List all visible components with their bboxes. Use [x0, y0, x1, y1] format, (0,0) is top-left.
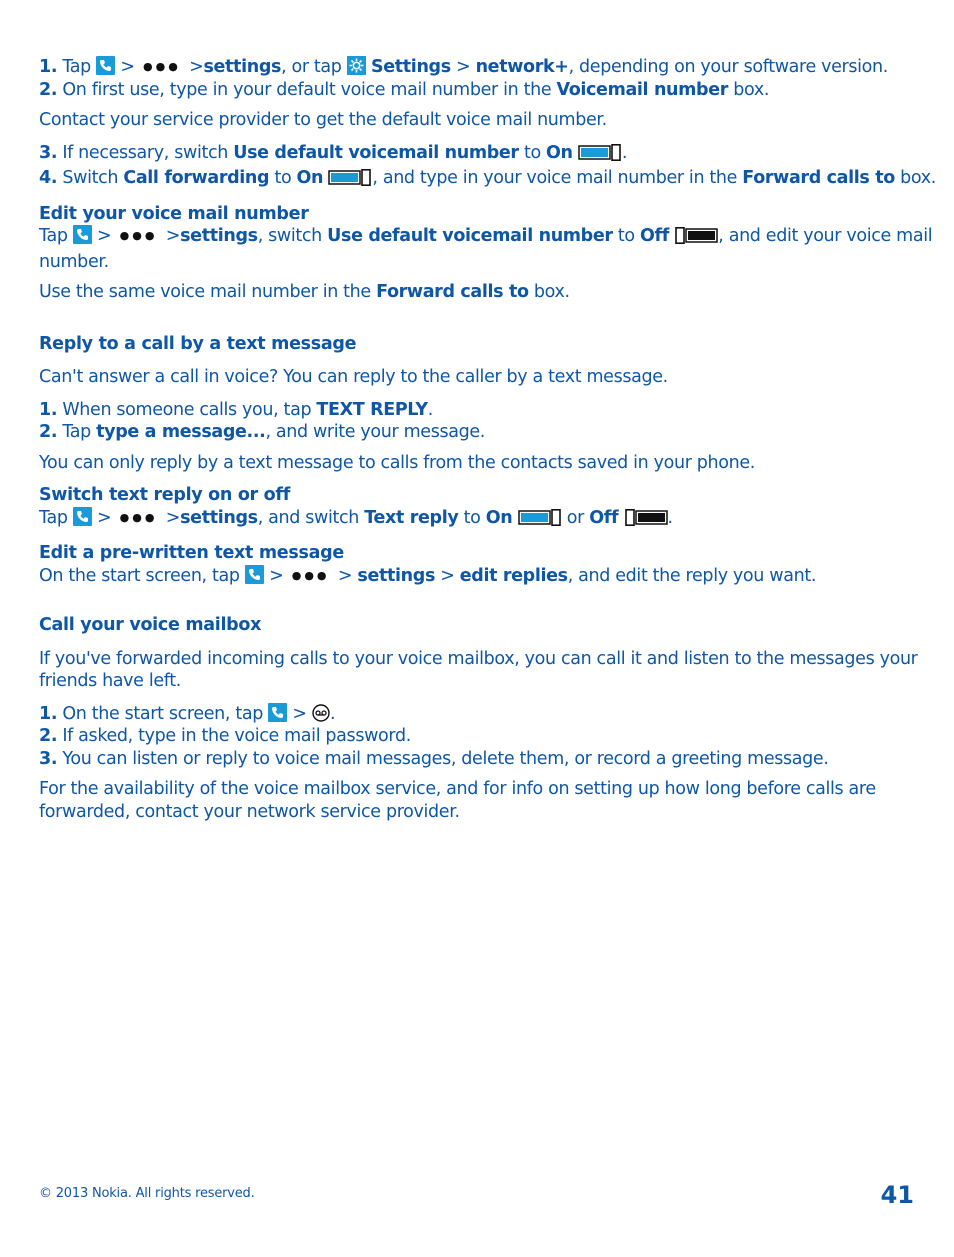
phone-icon[interactable] [268, 703, 287, 722]
reply-heading: Reply to a call by a text message [39, 333, 357, 354]
mailbox-heading: Call your voice mailbox [39, 615, 262, 635]
mailbox-step-1 [39, 703, 919, 726]
step-number: 2. [39, 726, 58, 746]
on-label: On [296, 168, 324, 188]
step-text: , and edit the reply you want. [567, 565, 817, 586]
step-text: . [329, 703, 336, 724]
step-text: , and switch [257, 507, 360, 528]
step-text: Tap [39, 507, 68, 528]
step-text: to [523, 142, 541, 163]
separator: > [292, 703, 307, 724]
off-label: Off [589, 507, 619, 528]
toggle-off-icon[interactable] [674, 227, 718, 251]
step-text: If necessary, switch [62, 142, 228, 163]
phone-icon[interactable] [96, 56, 115, 75]
mailbox-intro: If you've forwarded incoming calls to your voice mailbox, you can call it and listen to the messages your friends have left. [39, 648, 918, 691]
on-label: On [485, 507, 513, 528]
step-number: 3. [39, 748, 58, 769]
step-text: Use the same voice mail number in the [39, 282, 371, 302]
step-number: 1. [39, 399, 58, 420]
step-text: , depending on your software version. [568, 57, 888, 77]
network-link: network+ [475, 57, 569, 77]
separator: > [120, 57, 135, 77]
step-4 [39, 167, 936, 193]
switch-reply-line [39, 507, 919, 533]
step-text: . [667, 507, 673, 528]
copyright: © 2013 Nokia. All rights reserved. [39, 1186, 255, 1201]
step-text: Tap [39, 226, 68, 246]
phone-icon[interactable] [245, 565, 264, 584]
step-text: to [617, 226, 635, 246]
forward-calls-to-label: Forward calls to [376, 282, 529, 302]
step-number: 3. [39, 142, 58, 163]
same-number-paragraph [39, 281, 919, 304]
settings-link: settings [180, 507, 258, 528]
step-number: 1. [39, 57, 58, 77]
step-text: . [427, 399, 433, 420]
step-text: , or tap [281, 57, 342, 77]
edit-voicemail-line-2: number. [39, 251, 109, 272]
step-text: to [463, 507, 481, 528]
step-text: box. [900, 168, 936, 188]
step-text: On the start screen, tap [62, 703, 263, 724]
separator: > [269, 565, 284, 586]
step-text: Tap [62, 57, 91, 77]
step-text: , and edit your voice mail [718, 226, 933, 246]
voicemail-icon[interactable] [312, 704, 330, 722]
separator: > [440, 565, 455, 586]
document-body [39, 56, 936, 823]
text-reply-setting-label: Text reply [364, 507, 459, 528]
edit-voicemail-heading: Edit your voice mail number [39, 203, 309, 224]
step-number: 4. [39, 168, 58, 188]
toggle-on-icon[interactable] [328, 169, 372, 193]
separator: > [97, 507, 112, 528]
separator: > [337, 565, 353, 586]
settings-link: settings [203, 57, 282, 77]
step-text: , and write your message. [265, 422, 485, 442]
toggle-off-icon[interactable] [624, 509, 668, 533]
step-text: or [566, 507, 584, 528]
edit-voicemail-line [39, 225, 933, 251]
reply-intro: Can't answer a call in voice? You can reply to the caller by a text message. [39, 367, 668, 387]
settings-app-label: Settings [371, 57, 451, 77]
reply-step-1 [39, 399, 919, 422]
reply-step-2 [39, 421, 919, 444]
use-default-voicemail-label: Use default voicemail number [233, 142, 519, 163]
step-text: box. [533, 282, 570, 302]
separator: > [97, 226, 112, 246]
type-message-label: type a message... [96, 422, 266, 442]
contact-paragraph: Contact your service provider to get the default voice mail number. [39, 110, 607, 130]
use-default-voicemail-label: Use default voicemail number [327, 226, 613, 246]
more-dots-icon[interactable]: ●●● [143, 60, 181, 73]
switch-reply-heading: Switch text reply on or off [39, 485, 291, 505]
settings-link: settings [357, 565, 436, 586]
step-number: 2. [39, 79, 58, 100]
forward-calls-to-label: Forward calls to [742, 168, 895, 188]
step-text: Switch [62, 168, 119, 188]
toggle-on-icon[interactable] [518, 509, 562, 533]
page-number: 41 [880, 1181, 914, 1209]
step-1 [39, 56, 919, 79]
separator: > [165, 507, 181, 528]
more-dots-icon[interactable]: ●●● [291, 568, 330, 582]
phone-icon[interactable] [73, 225, 92, 244]
step-text: When someone calls you, tap [62, 399, 312, 420]
step-text: Tap [62, 422, 91, 442]
edit-prewritten-heading: Edit a pre-written text message [39, 543, 344, 563]
edit-prewritten-line [39, 565, 919, 588]
step-text: On the start screen, tap [39, 565, 240, 586]
step-text: . [621, 142, 628, 163]
edit-replies-label: edit replies [459, 565, 568, 586]
step-number: 1. [39, 703, 58, 724]
step-text: to [274, 168, 292, 188]
off-label: Off [639, 226, 670, 246]
more-dots-icon[interactable]: ●●● [119, 510, 158, 524]
toggle-on-icon[interactable] [578, 144, 622, 168]
text-reply-label: TEXT REPLY [316, 399, 428, 420]
step-3 [39, 142, 919, 168]
step-text: On first use, type in your default voice mail number in the [62, 79, 552, 100]
settings-link: settings [180, 226, 258, 246]
more-dots-icon[interactable]: ●●● [119, 229, 158, 242]
separator: > [189, 57, 204, 77]
voicemail-number-label: Voicemail number [556, 79, 729, 100]
separator: > [456, 57, 471, 77]
step-text: box. [733, 79, 770, 100]
separator: > [165, 226, 181, 246]
step-text: , switch [257, 226, 322, 246]
on-label: On [546, 142, 573, 163]
call-forwarding-label: Call forwarding [123, 168, 270, 188]
step-number: 2. [39, 422, 58, 442]
reply-note: You can only reply by a text message to calls from the contacts saved in your phone. [39, 452, 756, 473]
mailbox-step-2 [39, 725, 919, 748]
step-text: You can listen or reply to voice mail messages, delete them, or record a greeting message. [62, 748, 829, 769]
mailbox-step-3 [39, 748, 919, 771]
step-2 [39, 79, 919, 102]
phone-icon[interactable] [73, 507, 92, 526]
settings-gear-icon[interactable] [347, 56, 366, 75]
mailbox-note: For the availability of the voice mailbox service, and for info on setting up how long before calls are forwarded, contact your network service provider. [39, 779, 876, 822]
step-text: , and type in your voice mail number in the [372, 168, 738, 188]
step-text: If asked, type in the voice mail password. [62, 726, 411, 746]
